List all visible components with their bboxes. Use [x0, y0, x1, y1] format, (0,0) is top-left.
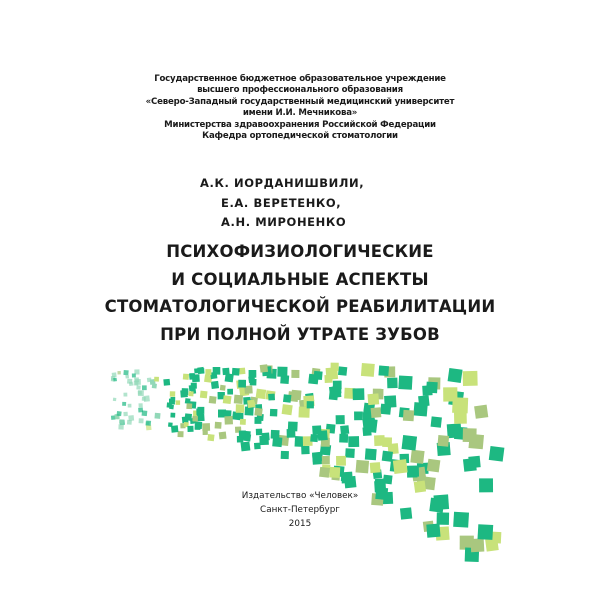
- publisher-block: [0, 489, 600, 531]
- institution-line: имени И.И. Мечникова»: [242, 108, 358, 119]
- decorative-square: [268, 394, 275, 401]
- decorative-square: [254, 417, 261, 424]
- decorative-square: [199, 368, 205, 374]
- decorative-square: [245, 406, 254, 415]
- title-line: И СОЦИАЛЬНЫЕ АСПЕКТЫ: [171, 269, 429, 289]
- decorative-square: [261, 433, 269, 441]
- decorative-square: [154, 413, 160, 419]
- decorative-square: [288, 421, 298, 431]
- book-title: [0, 238, 600, 348]
- decorative-square: [200, 391, 208, 399]
- decorative-square: [117, 371, 120, 374]
- decorative-square: [410, 450, 424, 464]
- decorative-square: [393, 459, 408, 474]
- decorative-square: [254, 443, 261, 450]
- decorative-square: [443, 387, 457, 401]
- decorative-square: [132, 373, 136, 377]
- decorative-square: [163, 379, 170, 386]
- decorative-square: [427, 459, 441, 473]
- decorative-square: [142, 385, 147, 390]
- decorative-square: [211, 381, 219, 389]
- decorative-square: [202, 423, 210, 431]
- decorative-square: [118, 424, 123, 429]
- decorative-square: [183, 374, 189, 380]
- decorative-square: [329, 391, 338, 400]
- decorative-square: [236, 404, 245, 413]
- decorative-square: [247, 400, 255, 408]
- decorative-square: [340, 425, 349, 434]
- decorative-square: [362, 418, 376, 432]
- decorative-square: [281, 451, 289, 459]
- decorative-square: [260, 364, 268, 372]
- decorative-square: [307, 401, 314, 408]
- decorative-square: [431, 416, 442, 427]
- decorative-square: [254, 408, 262, 416]
- decorative-square: [489, 446, 505, 462]
- decorative-square: [361, 363, 375, 377]
- decorative-square: [310, 434, 318, 442]
- decorative-square: [224, 416, 233, 425]
- decorative-square: [123, 412, 127, 416]
- decorative-square: [418, 395, 430, 407]
- decorative-square: [339, 434, 348, 443]
- decorative-square: [348, 436, 359, 447]
- decorative-square: [454, 411, 467, 424]
- decorative-square: [112, 372, 117, 377]
- decorative-square: [213, 367, 221, 375]
- decorative-square: [426, 382, 438, 394]
- decorative-square: [185, 398, 191, 404]
- decorative-square: [222, 368, 229, 375]
- decorative-square: [437, 435, 449, 447]
- institution-line: Государственное бюджетное образовательное учреждение: [154, 74, 446, 84]
- decorative-square: [170, 413, 175, 418]
- decorative-square: [312, 425, 321, 434]
- decorative-square: [117, 411, 122, 416]
- decorative-square: [197, 407, 204, 414]
- decorative-square: [353, 388, 365, 400]
- decorative-square: [189, 385, 195, 391]
- decorative-square: [407, 465, 419, 477]
- decorative-square: [356, 460, 370, 474]
- decorative-square: [380, 404, 391, 415]
- decorative-square: [329, 467, 340, 478]
- decorative-square: [218, 409, 226, 417]
- decorative-square: [113, 378, 117, 382]
- decorative-square: [249, 370, 257, 378]
- decorative-square: [336, 415, 345, 424]
- decorative-square: [180, 390, 188, 398]
- decorative-square: [143, 395, 150, 402]
- decorative-square: [256, 389, 267, 400]
- decorative-square: [122, 402, 126, 406]
- decorative-square: [139, 418, 144, 423]
- decorative-square: [186, 403, 192, 409]
- decorative-square: [322, 456, 330, 464]
- decorative-square: [207, 434, 214, 441]
- decorative-square: [238, 380, 246, 388]
- decorative-square: [241, 442, 251, 452]
- institution-block: [0, 74, 600, 142]
- title-line: ПРИ ПОЛНОЙ УТРАТЕ ЗУБОВ: [160, 324, 440, 344]
- decorative-square: [239, 368, 246, 375]
- decorative-square: [123, 393, 127, 397]
- decorative-square: [345, 448, 355, 458]
- decorative-square: [195, 424, 201, 430]
- decorative-square: [176, 400, 181, 405]
- decorative-square: [271, 430, 280, 439]
- decorative-square: [134, 377, 139, 382]
- decorative-square: [138, 403, 142, 407]
- decorative-square: [333, 381, 342, 390]
- decorative-square: [129, 382, 133, 386]
- decorative-square: [223, 395, 232, 404]
- decorative-square: [119, 419, 124, 424]
- decorative-square: [138, 391, 142, 395]
- decorative-square: [470, 538, 484, 552]
- decorative-square: [354, 411, 363, 420]
- decorative-square: [301, 446, 310, 455]
- decorative-square: [113, 398, 117, 402]
- decorative-square: [341, 472, 353, 484]
- institution-line: «Северо-Западный государственный медицинский университет: [145, 96, 455, 107]
- decorative-square: [463, 371, 478, 386]
- author-1: А.К. ИОРДАНИШВИЛИ,: [200, 176, 365, 190]
- decorative-square: [142, 410, 148, 416]
- decorative-square: [128, 404, 132, 408]
- decorative-square: [136, 385, 140, 389]
- decorative-square: [227, 389, 233, 395]
- decorative-square: [382, 437, 392, 447]
- decorative-square: [463, 428, 477, 442]
- decorative-square: [219, 432, 227, 440]
- decorative-square: [403, 410, 414, 421]
- decorative-square: [192, 416, 198, 422]
- decorative-square: [277, 367, 287, 377]
- decorative-square: [291, 370, 299, 378]
- publisher-name: Издательство «Человек»: [241, 491, 359, 501]
- decorative-square: [232, 368, 240, 376]
- decorative-square: [239, 431, 246, 438]
- title-line: ПСИХОФИЗИОЛОГИЧЕСКИЕ: [166, 242, 434, 261]
- decorative-square: [123, 370, 128, 375]
- publisher-city: Санкт-Петербург: [260, 505, 340, 515]
- decorative-square: [250, 379, 257, 386]
- decorative-square: [336, 456, 346, 466]
- decorative-square: [367, 393, 379, 405]
- decorative-square: [197, 414, 205, 422]
- author-3: А.Н. МИРОНЕНКО: [221, 215, 347, 229]
- decorative-square: [474, 405, 488, 419]
- decorative-square: [240, 419, 246, 425]
- decorative-square: [270, 409, 278, 417]
- decorative-square: [187, 426, 193, 432]
- decorative-square: [370, 462, 381, 473]
- author-2: Е.А. ВЕРЕТЕНКО,: [221, 196, 342, 210]
- decorative-square: [220, 385, 226, 391]
- decorative-square: [189, 373, 194, 378]
- decorative-square: [146, 420, 151, 425]
- decorative-square: [338, 366, 347, 375]
- decorative-square: [378, 365, 389, 376]
- decorative-square: [185, 413, 192, 420]
- decorative-square: [314, 371, 323, 380]
- decorative-square: [234, 395, 243, 404]
- decorative-square: [387, 378, 398, 389]
- decorative-square: [365, 448, 377, 460]
- decorative-square: [312, 452, 322, 462]
- institution-line: высшего профессионального образования: [197, 85, 403, 96]
- decorative-square: [398, 376, 412, 390]
- decorative-square: [194, 368, 199, 373]
- decorative-square: [282, 404, 293, 415]
- decorative-square: [371, 407, 382, 418]
- decorative-square: [205, 369, 211, 375]
- decorative-square: [215, 422, 222, 429]
- decorative-square: [169, 399, 175, 405]
- decorative-square: [291, 390, 301, 400]
- decorative-square: [170, 391, 176, 397]
- institution-line: Кафедра ортопедической стоматологии: [202, 131, 398, 142]
- decorative-square: [154, 377, 159, 382]
- institution-line: Министерства здравоохранения Российской Федерации: [164, 119, 436, 130]
- decorative-square: [127, 420, 132, 425]
- decorative-square: [283, 394, 291, 402]
- decorative-square: [402, 435, 418, 451]
- decorative-square: [209, 396, 217, 404]
- decorative-square: [448, 368, 463, 383]
- decorative-square: [326, 367, 339, 380]
- decorative-square: [168, 422, 173, 427]
- decorative-square: [188, 391, 193, 396]
- decorative-square: [319, 467, 330, 478]
- decorative-square: [463, 458, 477, 472]
- decorative-square: [125, 375, 129, 379]
- decorative-square: [256, 429, 263, 436]
- decorative-square: [375, 478, 385, 488]
- decorative-square: [382, 451, 393, 462]
- publication-year: 2015: [288, 519, 312, 529]
- title-line: СТОМАТОЛОГИЧЕСКОЙ РЕАБИЛИТАЦИИ: [104, 297, 496, 316]
